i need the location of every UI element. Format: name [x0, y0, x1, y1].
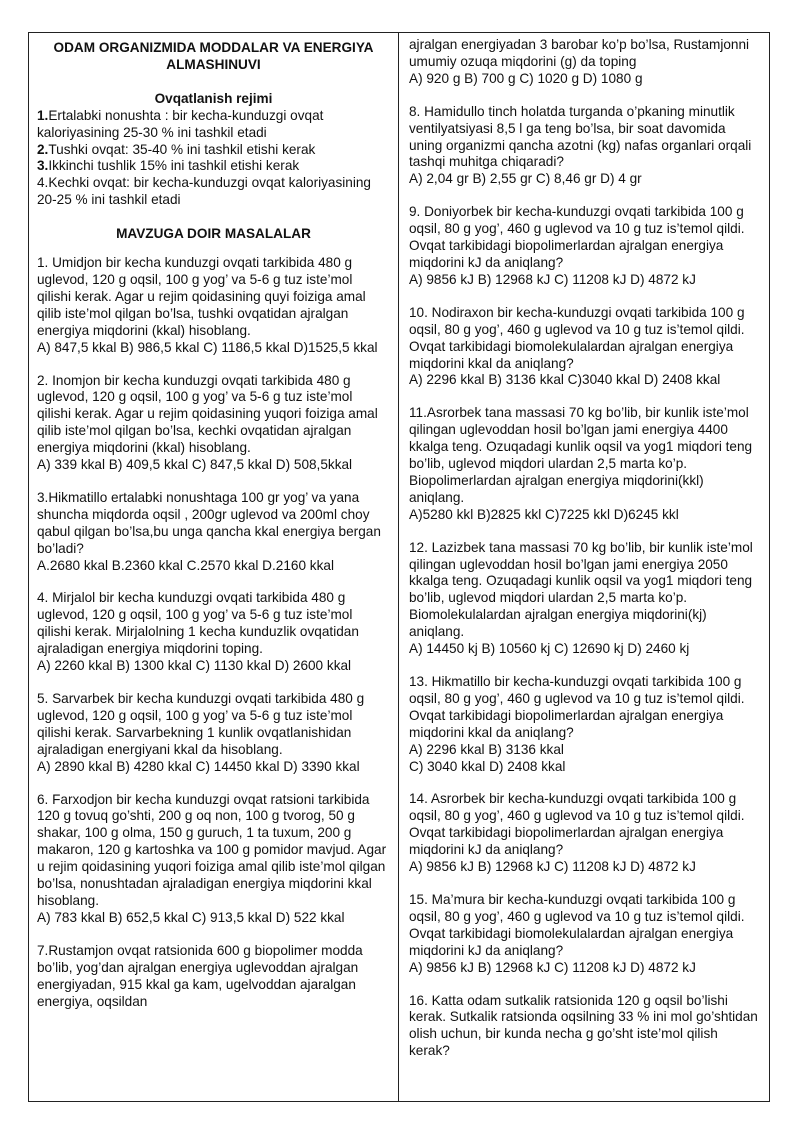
answer-options: A) 339 kkal B) 409,5 kkal C) 847,5 kkal D) 508,5kkal [37, 457, 353, 473]
answer-options: A) 2,04 gr B) 2,55 gr C) 8,46 gr D) 4 gr [409, 171, 642, 187]
question-item [409, 892, 761, 977]
answer-options: A) 2296 kkal B) 3136 kkal C)3040 kkal D) 2408 kkal [409, 372, 721, 388]
question-text: 5. Sarvarbek bir kecha kunduzgi ovqati tarkibida 480 g uglevod, 120 g oqsil, 100 g yog’ va 5-6 g tuz iste’mol qilishi kerak. Sarvarbekning 1 kunlik ovqatlanishidan ajraladigan energiyani kkal da hisoblang. [37, 691, 365, 757]
answer-options: A) 2890 kkal B) 4280 kkal C) 14450 kkal D) 3390 kkal [37, 758, 360, 774]
question-item [409, 104, 761, 189]
question-item [409, 791, 761, 876]
regime-item-number: 1. [37, 107, 49, 123]
question-item [409, 37, 761, 88]
answer-options: A) 9856 kJ B) 12968 kJ C) 11208 kJ D) 4872 kJ [409, 859, 696, 875]
question-item [409, 540, 761, 658]
question-text: 7.Rustamjon ovqat ratsionida 600 g biopolimer modda bo’lib, yog’dan ajralgan energiya uglevoddan ajralgan energiyadan, 915 kkal ga kam, ugelvoddan ajaralgan energiya, oqsildan [37, 942, 363, 1009]
question-text: 8. Hamidullo tinch holatda turganda o’pkaning minutlik ventilyatsiyasi 8,5 l ga teng bo’lsa, bir soat davomida uning organizmi qancha azotni (kg) nafas organlari orqali tashqi muhitga chiqaradi? [409, 103, 752, 170]
answer-options: A) 9856 kJ B) 12968 kJ C) 11208 kJ D) 4872 kJ [409, 271, 696, 287]
question-text: ajralgan energiyadan 3 barobar ko’p bo’lsa, Rustamjonni umumiy ozuqa miqdorini (g) da toping [409, 37, 750, 69]
regime-item-text: Tushki ovqat: 35-40 % ini tashkil etishi kerak [48, 141, 316, 157]
answer-options: A) 783 kkal B) 652,5 kkal C) 913,5 kkal D) 522 kkal [37, 909, 345, 925]
question-text: 3.Hikmatillo ertalabki nonushtaga 100 gr yog’ va yana shuncha miqdorda oqsil , 200gr uglevod va 200ml choy qabul qilgan bo’lsa,bu unga qancha kkal energiya bergan bo’ladi? [37, 489, 381, 556]
answer-options: A)5280 kkl B)2825 kkl C)7225 kkl D)6245 kkl [409, 506, 679, 522]
question-text: 14. Asrorbek bir kecha-kunduzgi ovqati tarkibida 100 g oqsil, 80 g yog’, 460 g uglevod va 10 g tuz is’temol qildi. Ovqat tarkibidagi biopolimerlardan ajralgan energiya miqdorini kJ da aniqlang? [409, 791, 745, 858]
question-text: 10. Nodiraxon bir kecha-kunduzgi ovqati tarkibida 100 g oqsil, 80 g yog’, 460 g uglevod va 10 g tuz is’temol qildi. Ovqat tarkibidagi biomolekulalardan ajralgan energiya miqdorini kkal da aniqlang? [409, 304, 745, 371]
right-column [400, 33, 769, 1101]
question-item [409, 405, 761, 523]
question-item [37, 590, 390, 675]
question-text: 2. Inomjon bir kecha kunduzgi ovqati tarkibida 480 g uglevod, 120 g oqsil, 100 g yog’ va 5-6 g tuz iste’mol qilishi kerak. Agar u rejim qoidasining yuqori foiziga amal qilib iste’mol qilgan bo’lsa, kechki ovqatidan ajralgan energiya miqdorini (kkal) hisoblang. [37, 372, 378, 456]
left-column [29, 33, 399, 1101]
question-list-left [37, 255, 390, 1010]
question-item [409, 305, 761, 390]
question-text: 4. Mirjalol bir kecha kunduzgi ovqati tarkibida 480 g uglevod, 120 g oqsil, 100 g yog’ va 5-6 g tuz iste’mol qilishi kerak. Mirjalolning 1 kecha kunduzlik ovqatidan ajraladigan energiya miqdorini toping. [37, 590, 359, 657]
answer-options: A) 2296 kkal B) 3136 kkal [409, 741, 564, 757]
question-text: 9. Doniyorbek bir kecha-kunduzgi ovqati tarkibida 100 g oqsil, 80 g yog’, 460 g uglevod va 10 g tuz is’temol qildi. Ovqat tarkibidagi biopolimerlardan ajralgan energiya miqdorini kJ da aniqlang? [409, 204, 745, 270]
regime-item [37, 108, 390, 142]
answer-options: A) 920 g B) 700 g C) 1020 g D) 1080 g [409, 70, 643, 86]
question-item [409, 993, 761, 1061]
answer-options: A) 847,5 kkal B) 986,5 kkal C) 1186,5 kkal D)1525,5 kkal [37, 339, 378, 355]
question-text: 11.Asrorbek tana massasi 70 kg bo’lib, bir kunlik iste’mol qilingan uglevoddan hosil bo’lgan jami energiya 4400 kkalga teng. Ozuqadagi kunlik oqsil va yog1 miqdori teng bo’lib, uglevod miqdori ulardan 2,5 marta ko’p. Biopolimerlardan ajralgan energiya miqdorini(kkl) aniqlang. [409, 405, 753, 505]
question-text: 1. Umidjon bir kecha kunduzgi ovqati tarkibida 480 g uglevod, 120 g oqsil, 100 g yog’ va 5-6 g tuz iste’mol qilishi kerak. Agar u rejim qoidasining quyi foiziga amal qilib iste’mol qilgan bo’lsa, tushki ovqatidan ajralgan energiya miqdorini (kkal) hisoblang. [37, 255, 366, 338]
question-item [37, 255, 390, 356]
question-item [409, 674, 761, 775]
regime-item [37, 158, 390, 175]
regime-item-text: Ikkinchi tushlik 15% ini tashkil etishi kerak [48, 158, 300, 174]
question-item [409, 204, 761, 289]
regime-item-text: Ertalabki nonushta : bir kecha-kunduzgi ovqat kaloriyasining 25-30 % ini tashkil etadi [37, 107, 324, 140]
tasks-title: MAVZUGA DOIR MASALALAR [116, 226, 311, 242]
question-item [37, 490, 390, 575]
regime-item-number: 4. [37, 175, 49, 191]
question-text: 15. Ma’mura bir kecha-kunduzgi ovqati tarkibida 100 g oqsil, 80 g yog’, 460 g uglevod va 10 g tuz is’temol qildi. Ovqat tarkibidagi biomolekulalardan ajralgan energiya miqdorini kJ da aniqlang? [409, 891, 745, 958]
question-text: 12. Lazizbek tana massasi 70 kg bo’lib, bir kunlik iste’mol qilingan uglevoddan hosil bo’lgan jami energiya 2050 kkalga teng. Ozuqadagi kunlik oqsil va yog1 miqdori teng bo’lib, uglevod miqdori ulardan 2,5 marta ko’p. Biomolekulalardan ajralgan energiya miqdorini(kj) aniqlang. [409, 539, 753, 640]
regime-title: Ovqatlanish rejimi [154, 90, 273, 106]
page-title: ODAM ORGANIZMIDA MODDALAR VA ENERGIYA ALMASHINUVI [53, 40, 374, 72]
regime-item [37, 175, 390, 209]
answer-options: A.2680 kkal B.2360 kkal C.2570 kkal D.2160 kkal [37, 557, 334, 573]
question-item [37, 792, 390, 927]
question-item [37, 943, 390, 1011]
question-text: 16. Katta odam sutkalik ratsionida 120 g oqsil bo’lishi kerak. Sutkalik ratsionda oqsilning 33 % ini mol go’shtidan olish uchun, bir kunda necha g go’sht iste’mol qilish kerak? [409, 992, 758, 1059]
regime-list [37, 108, 390, 209]
question-text: 13. Hikmatillo bir kecha-kunduzgi ovqati tarkibida 100 g oqsil, 80 g yog’, 460 g uglevod va 10 g tuz is’temol qildi. Ovqat tarkibidagi biopolimerlardan ajralgan energiya miqdorini kkal da aniqlang? [409, 674, 745, 740]
answer-options: C) 3040 kkal D) 2408 kkal [409, 758, 566, 774]
question-item [37, 691, 390, 776]
answer-options: A) 9856 kJ B) 12968 kJ C) 11208 kJ D) 4872 kJ [409, 959, 696, 975]
regime-item [37, 142, 390, 159]
regime-item-number: 2. [37, 141, 49, 157]
answer-options: A) 2260 kkal B) 1300 kkal C) 1130 kkal D) 2600 kkal [37, 658, 352, 674]
regime-item-text: Kechki ovqat: bir kecha-kunduzgi ovqat kaloriyasining 20-25 % ini tashkil etadi [37, 175, 371, 208]
answer-options: A) 14450 kj B) 10560 kj C) 12690 kj D) 2460 kj [409, 641, 690, 657]
question-text: 6. Farxodjon bir kecha kunduzgi ovqat ratsioni tarkibida 120 g tovuq go’shti, 200 g oq non, 100 g tvorog, 50 g shakar, 100 g olma, 150 g guruch, 1 ta tuxum, 200 g makaron, 120 g kartoshka va 100 g pomidor mavjud. Agar u rejim qoidasining yuqori foiziga amal qilib iste’mol qilgan bo’lsa, nonushtadan ajraladigan energiya miqdorini kkal hisoblang. [37, 791, 387, 908]
worksheet-page [28, 32, 770, 1102]
question-item [37, 373, 390, 474]
regime-item-number: 3. [37, 158, 49, 174]
question-list-right [409, 37, 761, 1060]
